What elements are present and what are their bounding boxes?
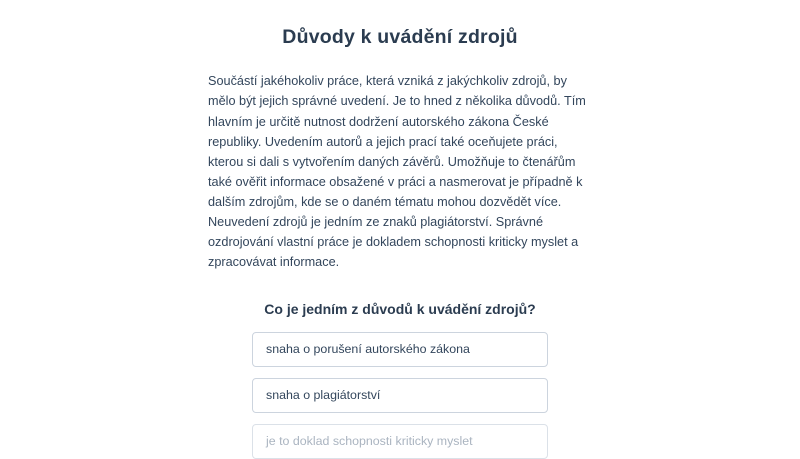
page-title: Důvody k uvádění zdrojů (282, 26, 518, 48)
quiz-option-3[interactable]: je to doklad schopnosti kriticky myslet (252, 424, 548, 459)
body-paragraph: Součástí jakéhokoliv práce, která vzniká z jakýchkoliv zdrojů, by mělo být jejich správné uvedení. Je to hned z několika důvodů. Tím hlavním je určitě nutnost dodržení autorského zákona České republiky. Uvedením autorů a jejich prací také oceňujete práci, kterou si dali s vytvořením daných závěrů. Umožňuje to čtenářům také ověřit informace obsažené v práci a nasmerovat je případně k dalším zdrojům, kde se o daném tématu mohou dozvědět více. Neuvedení zdrojů je jedním ze znaků plagiátorství. Správné ozdrojování vlastní práce je dokladem schopnosti kriticky myslet a zpracovávat informace. (208, 74, 586, 269)
content-column (208, 26, 592, 459)
quiz-options (208, 332, 592, 459)
quiz-option-2[interactable]: snaha o plagiátorství (252, 378, 548, 413)
quiz-question: Co je jedním z důvodů k uvádění zdrojů? (264, 301, 536, 318)
quiz-option-1[interactable]: snaha o porušení autorského zákona (252, 332, 548, 367)
